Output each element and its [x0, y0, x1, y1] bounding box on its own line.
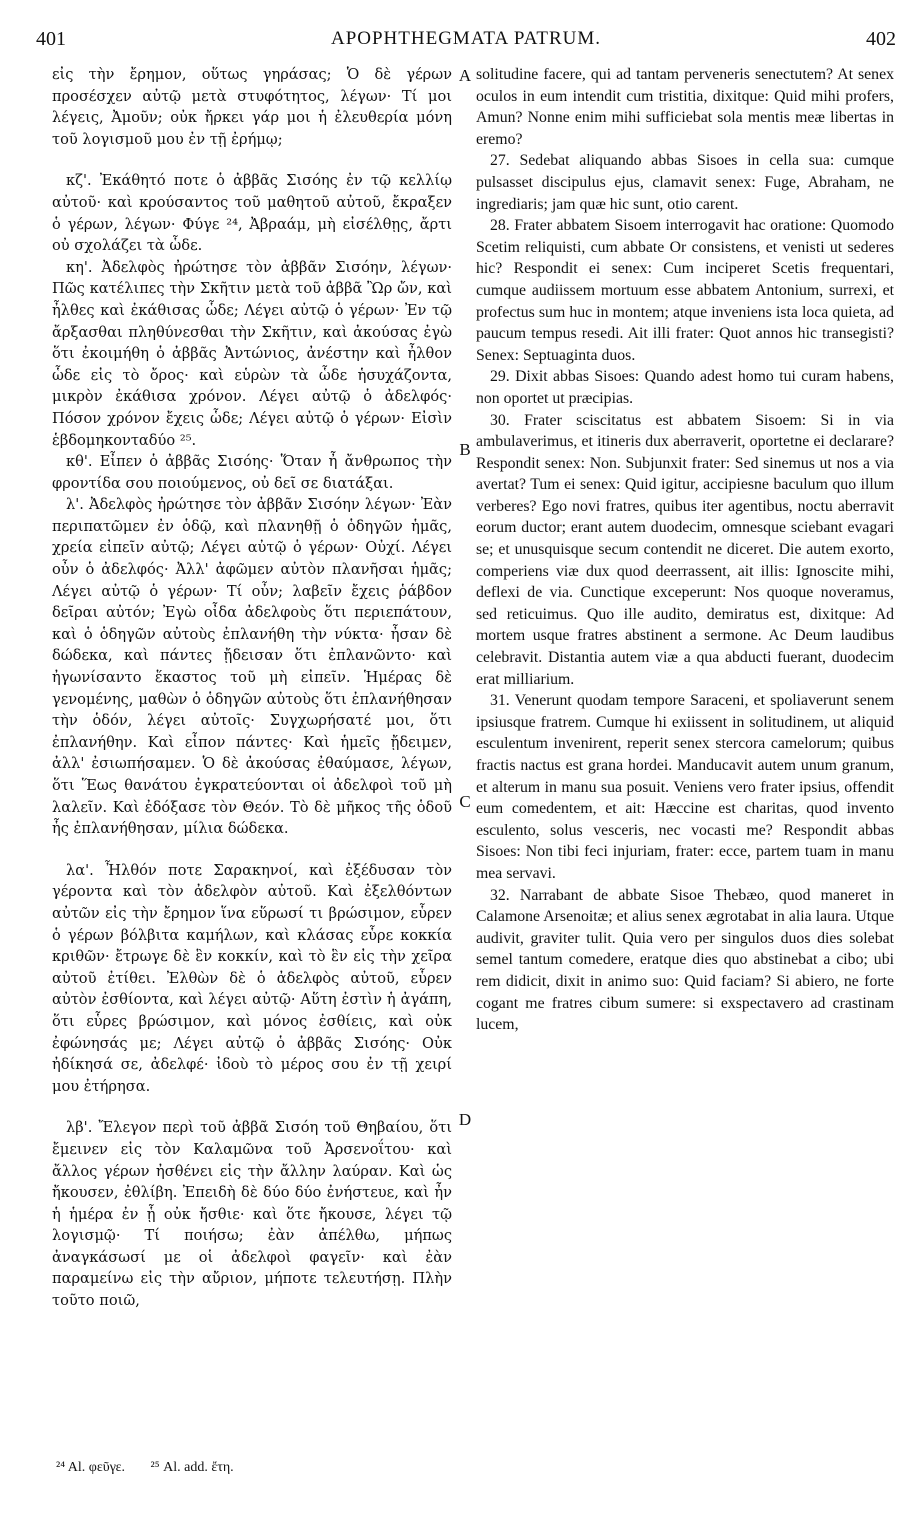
- footnote: ²⁵ Al. add. ἔτη.: [150, 1460, 234, 1475]
- latin-paragraph: 32. Narrabant de abbate Sisoe Thebæo, quod maneret in Calamone Arsenoitæ; et alius senex ægrotabat in alia laura. Utque audivit, graviter tulit. Quia vero per singulos duos dies solebat semel tantum comedere, eratque dies quo abstinebat a cibo; ubi rem didicit, dixit in animo suo: Quid faciam? Si abiero, ne forte cogant me fratres cibum sumere: si exspectavero ad crastinam lucem,: [476, 886, 894, 1034]
- margin-marker-c: C: [459, 792, 471, 811]
- greek-paragraph: κζ'. Ἐκάθητό ποτε ὁ ἀββᾶς Σισόης ἐν τῷ κελλίῳ αὐτοῦ· καὶ κρούσαντος τοῦ μαθητοῦ αὐτοῦ, ἔκραξεν ὁ γέρων, λέγων· Φύγε ²⁴, Ἀβραάμ, μὴ εἰσέλθῃς, ἄρτι οὐ σχολάζει τὰ ὧδε.: [52, 172, 452, 255]
- margin-marker-a: A: [458, 66, 472, 85]
- running-title: APOPHTHEGMATA PATRUM.: [330, 28, 602, 49]
- latin-paragraph: 31. Venerunt quodam tempore Saraceni, et spoliaverunt senem ipsiusque fratrem. Cumque hi exiissent in solitudinem, ut aliquid esculentum invenirent, reperit senex stercora camelorum; quibus fractis nactus est grana hordei. Manducavit autem unum granum, et alterum in manu sua posuit. Veniens vero frater ipsius, offendit eum comedentem, et ait: Hæccine est charitas, quod invento esculento, solus vesceris, nec vocasti me? Respondit abbas Sisoes: Non tibi feci injuriam, frater: ecce, partem tuam in manu mea servavi.: [476, 692, 894, 882]
- greek-paragraph: λβ'. Ἔλεγον περὶ τοῦ ἀββᾶ Σισόη τοῦ Θηβαίου, ὅτι ἔμεινεν εἰς τὸν Καλαμῶνα τοῦ Ἀρσενοΐτου· καὶ ἄλλος γέρων ἠσθένει εἰς τὴν ἄλλην λαύραν. Καὶ ὡς ἤκουσεν, ἐθλίβη. Ἐπειδὴ δὲ δύο δύο ἐνήστευε, καὶ ἦν ἡ ἡμέρα ἐν ᾗ οὐκ ἤσθιε· καὶ ὅτε ἤκουσε, λέγει τῷ λογισμῷ· Τί ποιήσω; ἐὰν ἀπέλθω, μήπως ἀναγκάσωσί με οἱ ἀδελφοὶ φαγεῖν· καὶ ἐὰν παραμείνω εἰς τὴν αὔριον, μήποτε τελευτήσῃ. Πλὴν τοῦτο ποιῶ,: [52, 1119, 452, 1310]
- greek-column: [52, 64, 452, 1312]
- margin-marker-b: B: [459, 440, 471, 459]
- greek-paragraph: λα'. Ἦλθόν ποτε Σαρακηνοί, καὶ ἐξέδυσαν τὸν γέροντα καὶ τὸν ἀδελφὸν αὐτοῦ. Καὶ ἐξελθόντων αὐτῶν εἰς τὴν ἔρημον ἵνα εὕρωσί τι βρώσιμον, εὗρεν ὁ γέρων βόλβιτα καμήλων, καὶ κλάσας εὗρε κοκκία κριθῶν· ἔτρωγε δὲ ἓν κοκκίν, καὶ τὸ ἓν εἰς τὴν χεῖρα αὐτοῦ ἐτίθει. Ἐλθὼν δὲ ὁ ἀδελφὸς αὐτοῦ, εὗρεν αὐτὸν ἐσθίοντα, καὶ λέγει αὐτῷ· Αὕτη ἐστὶν ἡ ἀγάπη, ὅτι εὗρες βρώσιμον, καὶ μόνος ἐσθίεις, καὶ οὐκ ἐφώνησάς με; Λέγει αὐτῷ ὁ ἀββᾶς Σισόης· Οὐκ ἠδίκησά σε, ἀδελφέ· ἰδοὺ τὸ μέρος σου ἐν τῇ χειρί μου ἐτήρησα.: [52, 861, 452, 1095]
- latin-paragraph: 27. Sedebat aliquando abbas Sisoes in cella sua: cumque pulsasset discipulus ejus, clamavit senex: Fuge, Abraham, ne ingrediaris; jam quæ hic sunt, otio carent.: [476, 152, 894, 213]
- latin-paragraph: 30. Frater sciscitatus est abbatem Sisoem: Si in via ambulaverimus, et itineris dux aberraverit, oportetne ei declarare? Respondit senex: Non. Subjunxit frater: Sed sinemus ut nos a via avertat? Tum ei senex: Quid igitur, accipiesne baculum quo illum verberes? Ego novi fratres, quibus iter agentibus, noctu aberravit eorum ductor; erant autem duodecim, omnesque sciebant evagari se; et unusquisque secum contendit ne diceret. Die autem exorto, comperiens viæ dux quod deerrassent, ait illis: Ignoscite mihi, deflexi de via. Cunctique exceperunt: Nos quoque noveramus, sed reticuimus. Quo ille audito, demiratus est, dixitque: Ad mortem usque fratres abstinent a sermone. Ac Deum laudibus celebravit. Distantia autem viæ a qua abducti fuerant, duodecim erat milliarium.: [476, 411, 894, 688]
- greek-paragraph: εἰς τὴν ἔρημον, οὕτως γηράσας; Ὁ δὲ γέρων προσέσχεν αὐτῷ μετὰ στυφότητος, λέγων· Τί μοι λέγεις, Ἀμοῦν; οὐκ ἤρκει γάρ μοι ἡ ἐλευθερία μόνη τοῦ λογισμοῦ μου ἐν τῇ ἐρήμῳ;: [52, 66, 452, 148]
- latin-column: [476, 64, 894, 1036]
- greek-paragraph: κθ'. Εἶπεν ὁ ἀββᾶς Σισόης· Ὅταν ἦ ἄνθρωπος τὴν φροντίδα σου ποιούμενος, οὐ δεῖ σε διατάξαι.: [52, 453, 452, 492]
- latin-paragraph: 28. Frater abbatem Sisoem interrogavit hac oratione: Quomodo Scetim reliquisti, cum abbate Or consistens, et venisti ut sederes hic? Respondit ei senex: Cum inciperet Scetis frequentari, cumque audiissem mortuum esse abbatem Antonium, surrexi, et profectus sum huc in montem; atque inveniens ista loca quieta, ad paucum tempus resedi. Ait illi frater: Quot annos hic transegisti? Senex: Septuaginta duos.: [476, 217, 894, 364]
- page-number-right: 402: [866, 28, 896, 50]
- latin-paragraph: solitudine facere, qui ad tantam perveneris senectutem? At senex oculos in eum intendit cum tristitia, dixitque: Quid mihi profers, Amun? Nonne enim mihi sufficiebat sola mentis meæ libertas in eremo?: [476, 66, 894, 148]
- greek-paragraph: λ'. Ἀδελφὸς ἠρώτησε τὸν ἀββᾶν Σισόην λέγων· Ἐὰν περιπατῶμεν ἐν ὁδῷ, καὶ πλανηθῇ ὁ ὁδηγῶν ἡμᾶς, χρεία εἰπεῖν αὐτῷ; Λέγει αὐτῷ ὁ γέρων· Οὐχί. Λέγει οὖν ὁ ἀδελφός· Ἀλλ' ἀφῶμεν αὐτὸν πλανῆσαι ἡμᾶς; Λέγει αὐτῷ ὁ γέρων· Τί οὖν; λαβεῖν ἔχεις ῥάβδον δεῖραι αὐτόν; Ἐγὼ οἶδα ἀδελφοὺς ὅτι περιεπάτουν, καὶ ὁ ὁδηγῶν αὐτοὺς ἐπλανήθη τὴν νύκτα· ἦσαν δὲ δώδεκα, καὶ πάντες ᾔδεισαν ὅτι ἐπλανῶντο· καὶ ἠγωνίσαντο ἕκαστος τοῦ μὴ εἰπεῖν. Ἡμέρας δὲ γενομένης, μαθὼν ὁ ὁδηγῶν αὐτοὺς ὅτι ἐπλανήθησαν τὴν ὁδόν, λέγει αὐτοῖς· Συγχωρήσατέ μοι, ὅτι ἐπλανήθην. Καὶ εἶπον πάντες· Καὶ ἡμεῖς ᾔδειμεν, ἀλλ' ἐσιωπήσαμεν. Ὁ δὲ ἀκούσας ἐθαύμασε, λέγων, ὅτι Ἕως θανάτου ἐγκρατεύονται οἱ ἀδελφοὶ τοῦ μὴ λαλεῖν. Καὶ ἐδόξασε τὸν Θεόν. Τὸ δὲ μῆκος τῆς ὁδοῦ ἧς ἐπλανήθησαν, μίλια δώδεκα.: [52, 496, 452, 838]
- footnotes: [56, 1460, 556, 1476]
- margin-marker-d: D: [458, 1110, 472, 1129]
- latin-paragraph: 29. Dixit abbas Sisoes: Quando adest homo tui curam habens, non oportet ut præcipias.: [476, 368, 894, 407]
- page-header: [28, 28, 904, 58]
- page-number-left: 401: [36, 28, 66, 50]
- footnote: ²⁴ Al. φεῦγε.: [56, 1460, 126, 1475]
- greek-paragraph: κη'. Ἀδελφὸς ἠρώτησε τὸν ἀββᾶν Σισόην, λέγων· Πῶς κατέλιπες τὴν Σκῆτιν μετὰ τοῦ ἀββᾶ Ὢρ ὤν, καὶ ἦλθες καὶ ἐκάθισας ὧδε; Λέγει αὐτῷ ὁ γέρων· Ἐν τῷ ἄρξασθαι πληθύνεσθαι τὴν Σκῆτιν, καὶ ἀκούσας ἐγὼ ὅτι ἐκοιμήθη ὁ ἀββᾶς Ἀντώνιος, ἀνέστην καὶ ἦλθον ὧδε εἰς τὸ ὄρος· καὶ εὑρὼν τὰ ὧδε ἡσυχάζοντα, μικρὸν ἐκάθισα χρόνον. Λέγει αὐτῷ ὁ ἀδελφός· Πόσον χρόνον ἔχεις ὧδε; Λέγει αὐτῷ ὁ γέρων· Εἰσὶν ἑβδομηκονταδύο ²⁵.: [52, 258, 452, 449]
